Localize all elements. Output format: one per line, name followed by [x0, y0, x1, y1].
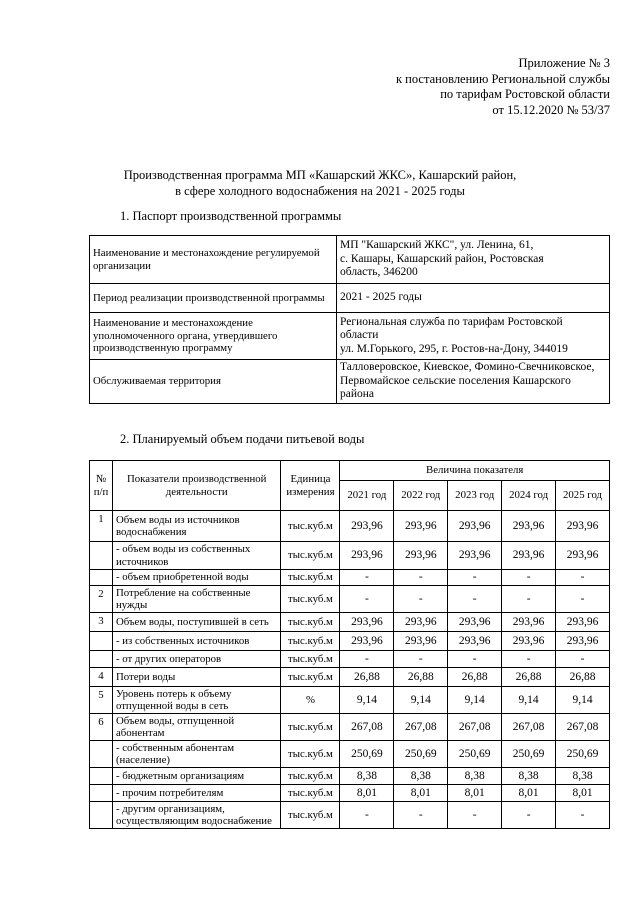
row-value: -: [556, 802, 610, 829]
row-value: 26,88: [448, 668, 502, 687]
row-value: 8,01: [502, 785, 556, 802]
row-indicator: - объем воды из собственных источников: [112, 542, 281, 570]
header-value-group: Величина показателя: [340, 461, 610, 481]
row-indicator: Потери воды: [112, 668, 281, 687]
table-row: [90, 785, 610, 802]
row-value: 250,69: [340, 741, 394, 768]
row-value: 293,96: [502, 613, 556, 632]
row-value: 293,96: [502, 511, 556, 542]
passport-value-line: 2021 - 2025 годы: [340, 291, 422, 304]
table-row: [90, 632, 610, 651]
row-number: [90, 570, 113, 586]
row-unit: тыс.куб.м: [281, 714, 340, 741]
row-number: 6: [90, 714, 113, 741]
row-value: -: [394, 570, 448, 586]
row-number: [90, 632, 113, 651]
row-value: 26,88: [394, 668, 448, 687]
row-number: [90, 802, 113, 829]
row-value: -: [340, 586, 394, 613]
row-value: 293,96: [394, 542, 448, 570]
row-number: 5: [90, 687, 113, 714]
row-value: 293,96: [502, 542, 556, 570]
row-indicator: Уровень потерь к объему отпущенной воды в сеть: [112, 687, 281, 714]
header-unit: Единица измерения: [281, 461, 340, 511]
table-row: [90, 542, 610, 570]
row-value: 8,01: [394, 785, 448, 802]
row-indicator: Объем воды, поступившей в сеть: [112, 613, 281, 632]
header-year: 2024 год: [502, 481, 556, 511]
row-value: 267,08: [502, 714, 556, 741]
table-row: [90, 613, 610, 632]
row-value: 267,08: [394, 714, 448, 741]
row-value: 293,96: [340, 613, 394, 632]
row-value: -: [502, 586, 556, 613]
table-row: [90, 570, 610, 586]
table-row: [90, 802, 610, 829]
row-value: 250,69: [448, 741, 502, 768]
row-value: 8,01: [340, 785, 394, 802]
row-number: 3: [90, 613, 113, 632]
row-value: 8,38: [502, 768, 556, 785]
row-value: -: [502, 570, 556, 586]
row-value: -: [340, 802, 394, 829]
table-row: [90, 511, 610, 542]
table-row: [90, 741, 610, 768]
row-value: 293,96: [556, 511, 610, 542]
passport-row: [90, 284, 610, 313]
passport-value-line: области: [340, 329, 379, 342]
appendix-line: по тарифам Ростовской области: [440, 87, 610, 101]
row-unit: тыс.куб.м: [281, 632, 340, 651]
row-indicator: - собственным абонентам (население): [112, 741, 281, 768]
passport-value-line: с. Кашары, Кашарский район, Ростовская: [340, 252, 544, 265]
table-row: [90, 651, 610, 668]
passport-value-line: Региональная служба по тарифам Ростовской: [340, 315, 563, 328]
table-row: [90, 586, 610, 613]
passport-value-line: Первомайское сельские поселения Кашарского: [340, 374, 571, 387]
appendix-line: к постановлению Региональной службы: [395, 71, 610, 86]
row-number: [90, 741, 113, 768]
row-value: 293,96: [448, 542, 502, 570]
row-value: 293,96: [340, 542, 394, 570]
row-value: 293,96: [394, 632, 448, 651]
passport-value-line: МП "Кашарский ЖКС", ул. Ленина, 61,: [340, 239, 534, 252]
row-value: 293,96: [556, 542, 610, 570]
section-heading-passport: 1. Паспорт производственной программы: [120, 209, 342, 223]
row-unit: тыс.куб.м: [281, 741, 340, 768]
row-unit: тыс.куб.м: [281, 511, 340, 542]
passport-value-line: ул. М.Горького, 295, г. Ростов-на-Дону, 344019: [340, 342, 568, 355]
passport-value: [337, 284, 610, 313]
title-line: в сфере холодного водоснабжения на 2021 - 2025 годы: [175, 183, 465, 198]
row-value: -: [502, 802, 556, 829]
passport-value: [337, 313, 610, 360]
passport-label: Наименование и местонахождение уполномоченного органа, утвердившего производственную программу: [90, 313, 337, 360]
row-indicator: Потребление на собственные нужды: [112, 586, 281, 613]
row-indicator: - от других операторов: [112, 651, 281, 668]
row-value: 8,38: [394, 768, 448, 785]
row-value: 9,14: [502, 687, 556, 714]
row-value: -: [448, 802, 502, 829]
row-value: -: [502, 651, 556, 668]
row-value: 293,96: [394, 511, 448, 542]
row-value: 293,96: [448, 632, 502, 651]
header-year: 2023 год: [448, 481, 502, 511]
row-value: -: [556, 651, 610, 668]
row-value: 9,14: [340, 687, 394, 714]
row-unit: тыс.куб.м: [281, 542, 340, 570]
row-unit: тыс.куб.м: [281, 802, 340, 829]
table-row: [90, 714, 610, 741]
title-line: Производственная программа МП «Кашарский ЖКС», Кашарский район,: [123, 168, 517, 182]
row-unit: %: [281, 687, 340, 714]
row-unit: тыс.куб.м: [281, 785, 340, 802]
row-value: -: [448, 570, 502, 586]
row-value: 267,08: [448, 714, 502, 741]
row-value: 26,88: [502, 668, 556, 687]
row-value: 293,96: [502, 632, 556, 651]
table-row: [90, 668, 610, 687]
header-year: 2025 год: [556, 481, 610, 511]
row-unit: тыс.куб.м: [281, 651, 340, 668]
appendix-line: Приложение № 3: [518, 56, 610, 70]
row-value: 8,38: [448, 768, 502, 785]
row-value: 8,01: [556, 785, 610, 802]
row-number: [90, 785, 113, 802]
header-year: 2021 год: [340, 481, 394, 511]
document-title: [0, 168, 640, 199]
table-row: [90, 768, 610, 785]
row-value: -: [394, 586, 448, 613]
passport-table: [89, 235, 610, 404]
row-indicator: - другим организациям, осуществляющим водоснабжение: [112, 802, 281, 829]
row-value: -: [340, 651, 394, 668]
row-number: 4: [90, 668, 113, 687]
header-row: [90, 461, 610, 481]
volume-table-body: [90, 511, 610, 829]
row-indicator: - из собственных источников: [112, 632, 281, 651]
row-unit: тыс.куб.м: [281, 668, 340, 687]
row-indicator: - бюджетным организациям: [112, 768, 281, 785]
row-value: 250,69: [394, 741, 448, 768]
row-indicator: - прочим потребителям: [112, 785, 281, 802]
row-value: -: [448, 651, 502, 668]
row-unit: тыс.куб.м: [281, 586, 340, 613]
row-indicator: Объем воды из источников водоснабжения: [112, 511, 281, 542]
row-value: 26,88: [556, 668, 610, 687]
passport-value-line: область, 346200: [340, 266, 418, 279]
row-value: 293,96: [448, 613, 502, 632]
row-value: 293,96: [340, 511, 394, 542]
row-value: 293,96: [340, 632, 394, 651]
row-indicator: Объем воды, отпущенной абонентам: [112, 714, 281, 741]
header-indicator: Показатели производственной деятельности: [112, 461, 281, 511]
passport-value: [337, 236, 610, 284]
table-row: [90, 687, 610, 714]
header-num: № п/п: [90, 461, 113, 511]
row-value: 8,01: [448, 785, 502, 802]
row-value: 8,38: [556, 768, 610, 785]
row-value: -: [448, 586, 502, 613]
passport-value: [337, 360, 610, 404]
appendix-block: [396, 56, 610, 118]
passport-label: Обслуживаемая территория: [90, 360, 337, 404]
passport-row: [90, 360, 610, 404]
passport-label: Период реализации производственной программы: [90, 284, 337, 313]
row-value: 267,08: [556, 714, 610, 741]
row-value: 26,88: [340, 668, 394, 687]
row-value: 250,69: [502, 741, 556, 768]
row-value: -: [556, 570, 610, 586]
passport-row: [90, 313, 610, 360]
row-value: 267,08: [340, 714, 394, 741]
row-value: 9,14: [556, 687, 610, 714]
passport-value-line: района: [340, 388, 375, 401]
row-value: -: [394, 651, 448, 668]
row-value: 293,96: [556, 632, 610, 651]
row-value: -: [340, 570, 394, 586]
row-value: 9,14: [448, 687, 502, 714]
header-year: 2022 год: [394, 481, 448, 511]
row-number: 1: [90, 511, 113, 542]
appendix-line: от 15.12.2020 № 53/37: [492, 102, 610, 117]
row-value: 8,38: [340, 768, 394, 785]
passport-row: [90, 236, 610, 284]
row-value: 293,96: [448, 511, 502, 542]
row-unit: тыс.куб.м: [281, 613, 340, 632]
row-unit: тыс.куб.м: [281, 768, 340, 785]
row-number: 2: [90, 586, 113, 613]
section-heading-volume: 2. Планируемый объем подачи питьевой воды: [120, 432, 365, 446]
row-value: 9,14: [394, 687, 448, 714]
row-value: 250,69: [556, 741, 610, 768]
row-number: [90, 768, 113, 785]
row-value: -: [556, 586, 610, 613]
row-number: [90, 651, 113, 668]
row-value: 293,96: [394, 613, 448, 632]
row-value: 293,96: [556, 613, 610, 632]
passport-label: Наименование и местонахождение регулируемой организации: [90, 236, 337, 284]
volume-table: [89, 460, 610, 829]
row-value: -: [394, 802, 448, 829]
row-number: [90, 542, 113, 570]
row-unit: тыс.куб.м: [281, 570, 340, 586]
row-indicator: - объем приобретенной воды: [112, 570, 281, 586]
passport-value-line: Талловеровское, Киевское, Фомино-Свечниковское,: [340, 361, 595, 374]
